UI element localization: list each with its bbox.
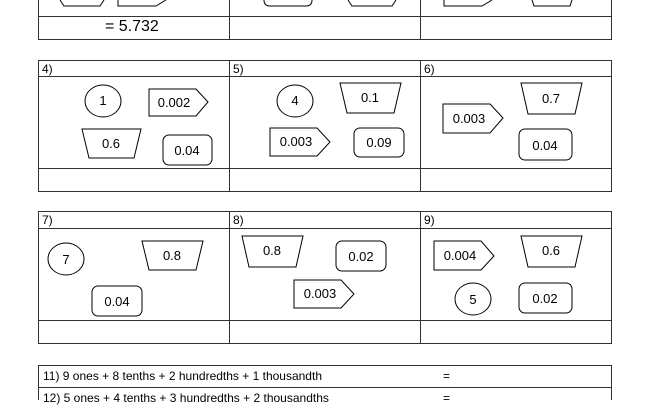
answer-text: = 5.732 [105, 18, 159, 35]
shape-value: 0.04 [174, 143, 200, 158]
problem-label: 5) [233, 62, 244, 76]
shape-value: 0.02 [532, 291, 558, 306]
shape-value: 0.8 [162, 248, 182, 263]
question-text: 12) 5 ones + 4 tenths + 3 hundredths + 2 thousandths [43, 391, 329, 405]
circle-shape [455, 283, 491, 315]
shape-value: 0.004 [443, 248, 477, 263]
trapezoid-shape [521, 236, 582, 267]
shape-value: 0.003 [279, 134, 313, 149]
rounded-shape [519, 283, 572, 313]
shape-value: 0.002 [157, 95, 191, 110]
problem-label: 9) [424, 213, 435, 227]
shape-value: 0.04 [532, 138, 558, 153]
problem-label: 7) [42, 213, 53, 227]
shape-value: 0.04 [104, 294, 130, 309]
shape-value: 0.09 [366, 135, 392, 150]
problem-label: 6) [424, 62, 435, 76]
question-equals: = [443, 391, 451, 405]
question-equals: = [443, 369, 451, 383]
shape-value: 0.003 [303, 286, 337, 301]
arrow-shape [434, 241, 494, 270]
shape-value: 0.6 [541, 243, 561, 258]
shape-value: 0.003 [452, 111, 486, 126]
shape-value: 0.8 [262, 243, 282, 258]
problem-label: 8) [233, 213, 244, 227]
shape-value: 7 [62, 252, 70, 267]
shape-value: 0.6 [101, 136, 121, 151]
shape-value: 0.7 [541, 91, 561, 106]
question-text: 11) 9 ones + 8 tenths + 2 hundredths + 1 thousandth [43, 369, 322, 383]
shape-value: 0.02 [348, 249, 374, 264]
shape-value: 1 [99, 93, 107, 108]
shape-value: 5 [469, 292, 477, 307]
problem-label: 4) [42, 62, 53, 76]
shape-value: 4 [291, 93, 299, 108]
shape-value: 0.1 [360, 90, 380, 105]
